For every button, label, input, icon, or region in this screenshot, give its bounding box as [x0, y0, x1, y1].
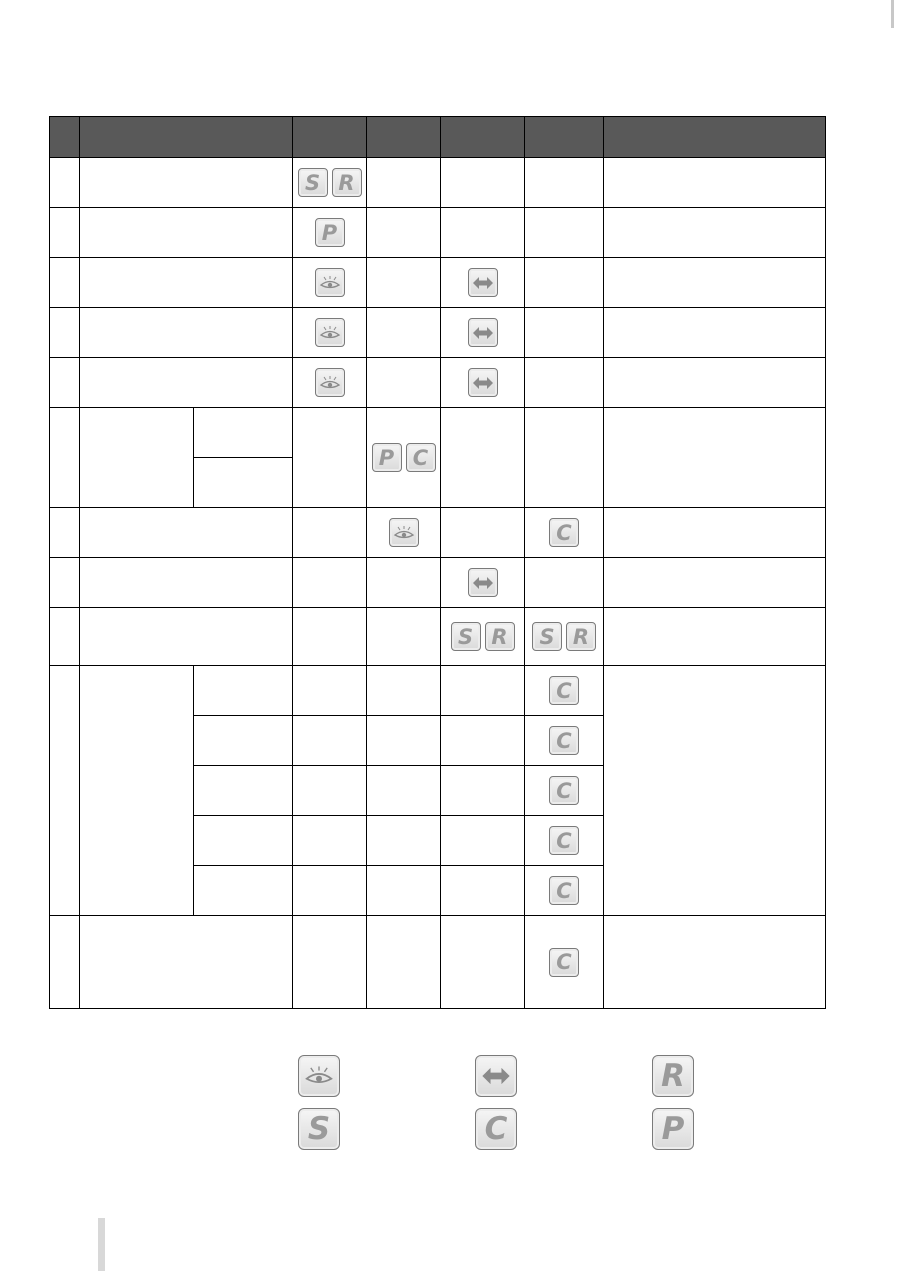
c-key-icon: C: [549, 726, 579, 755]
c-key-icon: C: [549, 518, 579, 547]
header-cell-7: [604, 117, 826, 158]
table-row: [50, 258, 826, 308]
c-key-icon: C: [475, 1108, 517, 1150]
eye-icon: [315, 318, 345, 347]
page-corner-mark: [891, 0, 894, 28]
p-key-icon: P: [652, 1108, 694, 1150]
c-key-icon: C: [549, 876, 579, 905]
page-margin-bar: [98, 1218, 105, 1271]
r-key-icon: R: [652, 1055, 694, 1097]
double-arrow-icon: [475, 1055, 517, 1097]
table-row: [50, 358, 826, 408]
header-cell-3: [293, 117, 367, 158]
table-row: [50, 208, 826, 258]
table-row: [50, 608, 826, 666]
table-row: [50, 308, 826, 358]
double-arrow-icon: [468, 318, 498, 347]
table-header-row: [50, 117, 826, 158]
c-key-icon: C: [549, 776, 579, 805]
s-key-icon: S: [451, 622, 481, 651]
table-row: [50, 508, 826, 558]
eye-icon: [315, 368, 345, 397]
double-arrow-icon: [468, 568, 498, 597]
header-cell-1: [50, 117, 80, 158]
s-key-icon: S: [298, 168, 328, 197]
table-row: [50, 666, 826, 716]
p-key-icon: P: [315, 218, 345, 247]
table-row: [50, 158, 826, 208]
double-arrow-icon: [468, 268, 498, 297]
c-key-icon: C: [549, 676, 579, 705]
c-key-icon: C: [549, 948, 579, 977]
c-key-icon: C: [549, 826, 579, 855]
eye-icon: [298, 1055, 340, 1097]
p-key-icon: P: [372, 443, 402, 472]
mode-function-table: [49, 116, 826, 1009]
header-cell-6: [525, 117, 604, 158]
table-row: [50, 558, 826, 608]
eye-icon: [389, 518, 419, 547]
header-cell-4: [367, 117, 441, 158]
eye-icon: [315, 268, 345, 297]
r-key-icon: R: [485, 622, 515, 651]
double-arrow-icon: [468, 368, 498, 397]
r-key-icon: R: [332, 168, 362, 197]
table-row: [50, 916, 826, 1009]
table-row: [50, 408, 826, 458]
header-cell-5: [441, 117, 525, 158]
header-cell-2: [80, 117, 293, 158]
s-key-icon: S: [532, 622, 562, 651]
s-key-icon: S: [298, 1108, 340, 1150]
r-key-icon: R: [566, 622, 596, 651]
c-key-icon: C: [406, 443, 436, 472]
